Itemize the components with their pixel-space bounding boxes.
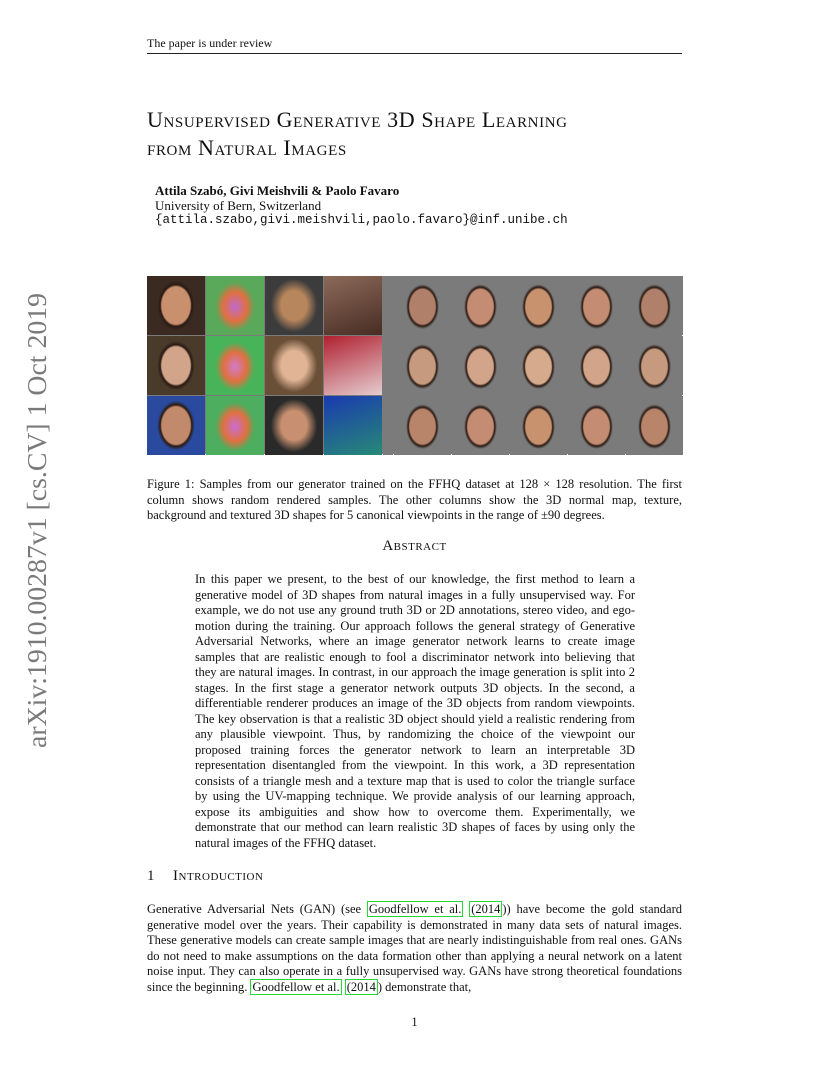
figure-tile-normal — [206, 336, 264, 395]
intro-text-middle: )) have become the gold standard generative model over the years. Their capability is demonstrated in many data sets of natural images. These generative models can create sample images that are nearly indistinguishable from real ones. GANs do not need to make assumptions on the data formation other than applying a neural network on a latent noise input. They can also operate in a fully unsupervised way. GANs have strong theoretical foundations since the beginning. — [147, 902, 682, 994]
figure-tile-view — [510, 336, 567, 395]
figure-tile-view — [452, 396, 509, 455]
abstract-heading: Abstract — [382, 538, 447, 554]
paper-title — [147, 106, 687, 162]
figure-tile-normal — [206, 396, 264, 455]
figure-tile-face — [147, 276, 205, 335]
title-line-2: from Natural Images — [147, 135, 347, 160]
figure-tile-texture — [265, 276, 323, 335]
figure-1-image-grid — [147, 276, 682, 454]
figure-tile-background — [324, 336, 382, 395]
page-number: 1 — [411, 1015, 418, 1029]
section-heading-introduction — [147, 868, 682, 885]
figure-tile-view — [626, 396, 683, 455]
arxiv-identifier: arXiv:1910.00287v1 [cs.CV] 1 Oct 2019 — [22, 305, 52, 748]
author-emails: {attila.szabo,givi.meishvili,paolo.favaro}@inf.unibe.ch — [155, 213, 568, 227]
figure-tile-view — [568, 396, 625, 455]
figure-tile-normal — [206, 276, 264, 335]
citation-link-goodfellow-year-2[interactable]: (2014 — [346, 979, 376, 994]
figure-tile-view — [394, 336, 451, 395]
figure-tile-face — [147, 336, 205, 395]
intro-text-start: Generative Adversarial Nets (GAN) (see — [147, 902, 367, 916]
grid-divider — [383, 396, 393, 455]
citation-link-goodfellow-author[interactable]: Goodfellow et al. — [368, 902, 462, 916]
figure-tile-view — [510, 276, 567, 335]
grid-divider — [383, 336, 393, 395]
figure-tile-texture — [265, 336, 323, 395]
figure-tile-view — [394, 276, 451, 335]
author-block — [155, 183, 675, 228]
figure-1-caption: Figure 1: Samples from our generator trained on the FFHQ dataset at 128 × 128 resolution. The first column shows random rendered samples. The other columns show the 3D normal map, texture, background and textured 3D shapes for 5 canonical viewpoints in the range of ±90 degrees. — [147, 477, 682, 522]
title-line-1: Unsupervised Generative 3D Shape Learning — [147, 107, 568, 132]
section-number: 1 — [147, 868, 155, 884]
figure-tile-texture — [265, 396, 323, 455]
figure-tile-view — [452, 276, 509, 335]
figure-tile-background — [324, 276, 382, 335]
intro-text-end: ) demonstrate that, — [377, 979, 472, 994]
abstract-text: In this paper we present, to the best of our knowledge, the first method to learn a generative model of 3D shapes from natural images in a fully unsupervised way. For example, we do not use any ground truth 3D or 2D annotations, stereo video, and ego-motion during the training. Our approach follows the general strategy of Generative Adversarial Networks, where an image generator network learns to create image samples that are realistic enough to fool a discriminator network into believing that they are natural images. In contrast, in our approach the image generation is split into 2 stages. In the first stage a generator network outputs 3D objects. In the second, a differentiable renderer produces an image of the 3D objects from random viewpoints. The key observation is that a realistic 3D object should yield a realistic rendering from any plausible viewpoint. Thus, by randomizing the choice of the viewpoint our proposed training forces the generator network to learn an interpretable 3D representation disentangled from the viewpoint. In this work, a 3D representation consists of a triangle mesh and a texture map that is used to color the triangle surface by using the UV-mapping technique. We provide analysis of our learning approach, expose its ambiguities and show how to overcome them. Experimentally, we demonstrate that our method can learn realistic 3D shapes of faces by using only the natural images of the FFHQ dataset. — [195, 572, 635, 850]
figure-tile-view — [626, 336, 683, 395]
running-head: The paper is under review — [147, 36, 682, 54]
figure-tile-background — [324, 396, 382, 455]
citation-link-goodfellow-year[interactable]: (2014 — [471, 902, 501, 916]
arxiv-stamp-graphic — [0, 0, 60, 1072]
grid-divider — [383, 276, 393, 335]
figure-tile-view — [452, 336, 509, 395]
figure-tile-face — [147, 396, 205, 455]
affiliation: University of Bern, Switzerland — [155, 198, 322, 213]
author-names: Attila Szabó, Givi Meishvili & Paolo Favaro — [155, 183, 400, 198]
figure-tile-view — [568, 336, 625, 395]
figure-tile-view — [568, 276, 625, 335]
figure-tile-view — [510, 396, 567, 455]
introduction-paragraph — [147, 902, 682, 995]
figure-tile-view — [394, 396, 451, 455]
citation-link-goodfellow-author-2[interactable]: Goodfellow et al. — [252, 979, 340, 994]
arxiv-stamp — [0, 0, 60, 1072]
figure-tile-view — [626, 276, 683, 335]
section-title: Introduction — [173, 868, 264, 884]
